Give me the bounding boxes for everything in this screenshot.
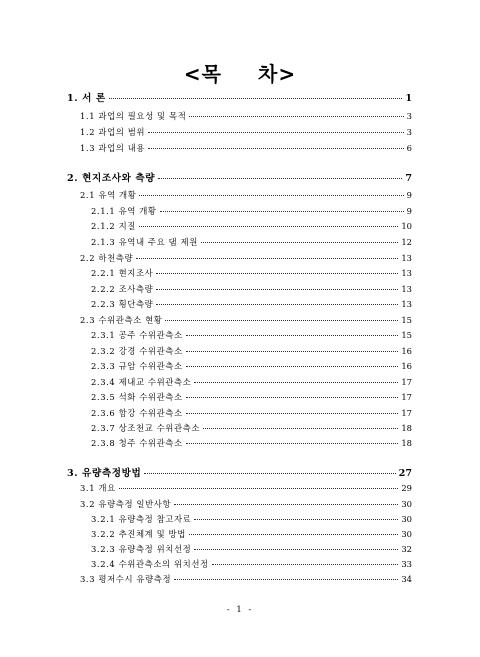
toc-entry[interactable] xyxy=(80,498,412,510)
dot-leader xyxy=(139,194,403,196)
toc-entry[interactable] xyxy=(80,126,412,138)
toc-entry[interactable] xyxy=(67,465,412,479)
toc-entry[interactable] xyxy=(91,236,412,248)
toc-entry-page-number: 12 xyxy=(401,237,412,247)
dot-leader xyxy=(156,288,398,290)
toc-entry[interactable] xyxy=(91,267,412,279)
toc-entry[interactable] xyxy=(80,573,412,585)
toc-entry[interactable] xyxy=(91,513,412,525)
dot-leader xyxy=(186,334,399,336)
dot-leader xyxy=(136,257,398,259)
toc-entry[interactable] xyxy=(67,170,412,184)
toc-entry-page-number: 16 xyxy=(401,346,412,356)
toc-entry[interactable] xyxy=(91,360,412,372)
toc-entry-page-number: 3 xyxy=(406,111,412,121)
dot-leader xyxy=(212,563,399,565)
dot-leader xyxy=(174,503,398,505)
toc-entry-label: 3.2.1 유량측정 참고자료 xyxy=(91,514,192,524)
toc-entry-label: 2.1.1 유역 개황 xyxy=(91,206,157,216)
toc-entry-label: 1. 서 론 xyxy=(67,93,106,104)
toc-entry-page-number: 3 xyxy=(406,127,412,137)
toc-entry-page-number: 9 xyxy=(406,190,412,200)
toc-entry-page-number: 7 xyxy=(405,173,412,184)
toc-entry[interactable] xyxy=(80,110,412,122)
toc-entry-label: 2.3 수위관측소 현황 xyxy=(80,315,163,325)
toc-entry-page-number: 13 xyxy=(401,284,412,294)
toc-entry[interactable] xyxy=(91,376,412,388)
toc-entry-page-number: 27 xyxy=(398,468,412,479)
dot-leader xyxy=(148,131,404,133)
toc-entry-label: 2.3.2 강경 수위관측소 xyxy=(91,346,183,356)
dot-leader xyxy=(186,350,399,352)
dot-leader xyxy=(186,412,399,414)
toc-entry-page-number: 17 xyxy=(401,408,412,418)
dot-leader xyxy=(194,548,398,550)
toc-entry-label: 2.1 유역 개황 xyxy=(80,190,137,200)
toc-entry[interactable] xyxy=(91,298,412,310)
toc-entry[interactable] xyxy=(91,543,412,555)
toc-entry-page-number: 30 xyxy=(401,514,412,524)
toc-entry-page-number: 6 xyxy=(406,143,412,153)
toc-entry-label: 2. 현지조사와 측량 xyxy=(67,173,156,184)
dot-leader xyxy=(189,533,398,535)
dot-leader xyxy=(194,381,398,383)
toc-entry[interactable] xyxy=(91,558,412,570)
toc-entry-label: 2.3.4 제내교 수위관측소 xyxy=(91,377,192,387)
dot-leader xyxy=(194,518,398,520)
dot-leader xyxy=(158,177,402,179)
toc-entry[interactable] xyxy=(91,283,412,295)
toc-entry-page-number: 13 xyxy=(401,268,412,278)
toc-entry-page-number: 29 xyxy=(401,483,412,493)
dot-leader xyxy=(119,487,399,489)
toc-entry[interactable] xyxy=(80,189,412,201)
toc-entry-label: 2.1.3 유역내 주요 댐 제원 xyxy=(91,237,198,247)
toc-entry-label: 2.3.3 규암 수위관측소 xyxy=(91,361,183,371)
toc-entry-page-number: 34 xyxy=(401,574,412,584)
toc-entry-page-number: 9 xyxy=(406,206,412,216)
toc-entry-page-number: 33 xyxy=(401,559,412,569)
dot-leader xyxy=(186,396,399,398)
dot-leader xyxy=(156,303,398,305)
toc-entry-label: 3.2.2 추진체계 및 방법 xyxy=(91,529,186,539)
toc-entry[interactable] xyxy=(91,391,412,403)
dot-leader xyxy=(160,210,404,212)
toc-entry[interactable] xyxy=(67,90,412,104)
toc-entry-page-number: 16 xyxy=(401,361,412,371)
toc-entry-label: 2.2.1 현지조사 xyxy=(91,268,154,278)
dot-leader xyxy=(189,115,403,117)
toc-entry-page-number: 17 xyxy=(401,377,412,387)
toc-entry-label: 3.2 유량측정 일반사항 xyxy=(80,499,172,509)
toc-entry-label: 2.3.5 석화 수위관측소 xyxy=(91,392,183,402)
dot-leader xyxy=(148,147,404,149)
toc-entry[interactable] xyxy=(91,407,412,419)
page-title-left: <목 xyxy=(183,62,222,86)
toc-entry-page-number: 30 xyxy=(401,499,412,509)
dot-leader xyxy=(144,472,395,474)
page-number-footer: - 1 - xyxy=(226,604,254,614)
dot-leader xyxy=(186,365,399,367)
toc-entry[interactable] xyxy=(91,528,412,540)
dot-leader xyxy=(109,97,402,99)
toc-entry-label: 1.2 과업의 범위 xyxy=(80,127,146,137)
toc-entry-label: 2.2.2 조사측량 xyxy=(91,284,154,294)
toc-entry-page-number: 15 xyxy=(401,330,412,340)
toc-entry-page-number: 13 xyxy=(401,253,412,263)
toc-entry-label: 2.1.2 지질 xyxy=(91,221,136,231)
toc-entry-label: 3.1 개요 xyxy=(80,483,116,493)
toc-entry-label: 1.1 과업의 필요성 및 목적 xyxy=(80,111,187,121)
dot-leader xyxy=(156,272,398,274)
toc-entry[interactable] xyxy=(91,437,412,449)
toc-entry[interactable] xyxy=(91,205,412,217)
toc-entry[interactable] xyxy=(91,329,412,341)
toc-entry-page-number: 13 xyxy=(401,299,412,309)
page-title xyxy=(0,58,480,87)
dot-leader xyxy=(203,427,398,429)
toc-entry-page-number: 1 xyxy=(405,93,412,104)
toc-entry-label: 3.2.4 수위관측소의 위치선정 xyxy=(91,559,209,569)
toc-entry-label: 3. 유량측정방법 xyxy=(67,468,142,479)
toc-entry-page-number: 30 xyxy=(401,529,412,539)
toc-entry[interactable] xyxy=(91,422,412,434)
toc-entry[interactable] xyxy=(80,252,412,264)
toc-entry-page-number: 18 xyxy=(401,423,412,433)
toc-entry-label: 2.3.7 상조천교 수위관측소 xyxy=(91,423,201,433)
page-title-right: 차> xyxy=(258,62,297,86)
toc-entry-page-number: 18 xyxy=(401,438,412,448)
toc-entry[interactable] xyxy=(91,345,412,357)
toc-entry-label: 2.3.6 함강 수위관측소 xyxy=(91,408,183,418)
dot-leader xyxy=(139,225,398,227)
toc-entry-page-number: 15 xyxy=(401,315,412,325)
toc-entry[interactable] xyxy=(91,220,412,232)
toc-entry-label: 2.3.8 청주 수위관측소 xyxy=(91,438,183,448)
toc-entry-label: 2.2 하천측량 xyxy=(80,253,134,263)
toc-entry-label: 3.2.3 유량측정 위치선정 xyxy=(91,544,192,554)
toc-entry-page-number: 17 xyxy=(401,392,412,402)
toc-entry-label: 2.2.3 횡단측량 xyxy=(91,299,154,309)
toc-entry-page-number: 10 xyxy=(401,221,412,231)
dot-leader xyxy=(165,319,398,321)
toc-entry-label: 3.3 평저수시 유량측정 xyxy=(80,574,172,584)
dot-leader xyxy=(201,241,398,243)
toc-entry-label: 2.3.1 공주 수위관측소 xyxy=(91,330,183,340)
toc-entry[interactable] xyxy=(80,142,412,154)
toc-entry-page-number: 32 xyxy=(401,544,412,554)
toc-entry[interactable] xyxy=(80,314,412,326)
toc-entry[interactable] xyxy=(80,482,412,494)
toc-entry-label: 1.3 과업의 내용 xyxy=(80,143,146,153)
dot-leader xyxy=(174,578,398,580)
dot-leader xyxy=(186,442,399,444)
